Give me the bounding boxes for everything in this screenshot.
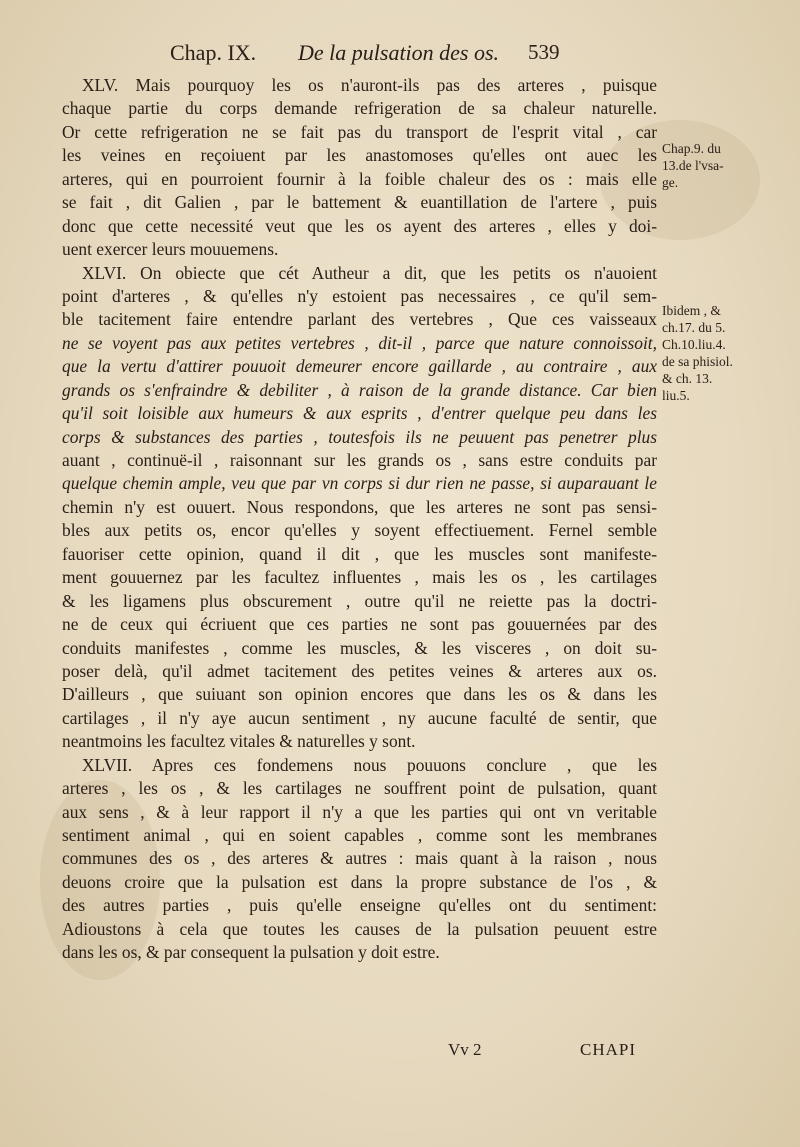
text-line: se fait , dit Galien , par le battement & euantillation de l'artere , puis: [62, 192, 657, 213]
running-title: De la pulsation des os.: [298, 40, 500, 65]
text-line: des autres parties , puis qu'elle enseigne qu'elles ont du sentiment:: [62, 895, 657, 916]
text-line: chemin n'y est ouuert. Nous respondons, que les arteres ne sont pas sensi-: [62, 496, 657, 517]
text-line: point d'arteres , & qu'elles n'y estoient pas necessaires , ce qu'il sem-: [62, 285, 657, 306]
text-line: XLVII. Apres ces fondemens nous pouuons conclure , que les: [82, 754, 657, 775]
text-line: arteres , les os , & les cartilages ne souffrent point de pulsation, quant: [62, 778, 657, 799]
text-line: aux sens , & à leur rapport il n'y a que les parties qui ont vn veritable: [62, 801, 657, 822]
text-line: Or cette refrigeration ne se fait pas du transport de l'esprit vital , car: [62, 121, 657, 142]
text-line: poser delà, qu'il admet tacitement des petites veines & arteres aux os.: [62, 660, 657, 681]
margin-line: Ch.10.liu.4.: [662, 337, 726, 352]
text-line: quelque chemin ample, veu que par vn corps si dur rien ne passe, si auparauant le: [62, 473, 657, 494]
text-line: & les ligamens plus obscurement , outre qu'il ne reiette pas la doctri-: [62, 590, 657, 611]
text-line: Adioustons à cela que toutes les causes de la pulsation peuuent estre: [62, 918, 657, 939]
text-line: XLV. Mais pourquoy les os n'auront-ils pas des arteres , puisque: [82, 75, 657, 95]
text-line: grands os s'enfraindre & debiliter , à raison de la grande distance. Car bien: [62, 379, 657, 400]
text-line: ment gouuernez par les facultez influentes , mais les os , les cartilages: [62, 567, 657, 588]
catchword: CHAPI: [580, 1040, 637, 1059]
text-line: communes des os , des arteres & autres : mais quant à la raison , nous: [62, 848, 657, 869]
page-number: 539: [528, 40, 560, 64]
text-line: sentiment animal , qui en soient capables , comme sont les membranes: [62, 825, 657, 845]
text-line: fauoriser cette opinion, quand il dit , que les muscles sont manifeste-: [62, 543, 657, 564]
text-line: donc que cette necessité veut que les os ayent des arteres , elles y doi-: [62, 215, 657, 236]
text-line: cartilages , il n'y aye aucun sentiment , ny aucune faculté de sentir, que: [62, 707, 657, 728]
margin-line: & ch. 13.: [662, 371, 713, 386]
margin-line: ge.: [662, 175, 679, 190]
text-line: ne de ceux qui écriuent que ces parties ne sont pas gouuernées par des: [62, 614, 657, 635]
text-line: arteres, qui en pourroient fournir à la foible chaleur des os : mais elle: [62, 168, 657, 189]
margin-line: Ibidem , &: [662, 303, 721, 318]
margin-note-galien: [662, 140, 794, 191]
text-line: que la vertu d'attirer pouuoit demeurer encore gaillarde , au contraire , aux: [62, 356, 657, 377]
text-line: qu'il soit loisible aux humeurs & aux esprits , d'entrer quelque peu dans les: [62, 403, 657, 424]
margin-line: liu.5.: [662, 388, 690, 403]
margin-note-fernel: [662, 302, 794, 404]
text-line: uent exercer leurs mouuemens.: [62, 239, 279, 260]
text-line: corps & substances des parties , toutesfois ils ne peuuent pas penetrer plus: [62, 426, 657, 447]
text-line: deuons croire que la pulsation est dans la propre substance de l'os , &: [62, 871, 657, 892]
text-line: auant , continuë-il , raisonnant sur les grands os , sans estre conduits par: [62, 450, 657, 470]
margin-line: 13.de l'vsa-: [662, 158, 724, 173]
text-line: ble tacitement faire entendre parlant des vertebres , Que ces vaisseaux: [62, 309, 657, 330]
text-line: les veines en reçoiuent par les anastomoses qu'elles ont auec les: [62, 145, 657, 166]
text-line: D'ailleurs , que suiuant son opinion encores que dans les os & dans les: [62, 684, 657, 705]
text-line: bles aux petits os, encor qu'elles y soyent effectiuement. Fernel semble: [62, 520, 657, 541]
text-line: chaque partie du corps demande refrigeration de sa chaleur naturelle.: [62, 98, 657, 119]
main-text: [62, 74, 657, 965]
chapter-label: Chap. IX.: [170, 40, 257, 65]
text-line: ne se voyent pas aux petites vertebres , dit-il , parce que nature connoissoit,: [62, 332, 657, 353]
margin-line: de sa phisiol.: [662, 354, 733, 369]
signature-mark: Vv 2: [448, 1040, 482, 1059]
text-line: conduits manifestes , comme les muscles, & les visceres , on doit su-: [62, 637, 657, 658]
text-line: dans les os, & par consequent la pulsation y doit estre.: [62, 942, 440, 963]
running-header: [170, 40, 770, 74]
margin-line: Chap.9. du: [662, 141, 721, 156]
text-line: neantmoins les facultez vitales & naturelles y sont.: [62, 731, 416, 752]
margin-line: ch.17. du 5.: [662, 320, 726, 335]
text-line: XLVI. On obiecte que cét Autheur a dit, que les petits os n'auoient: [82, 262, 657, 283]
